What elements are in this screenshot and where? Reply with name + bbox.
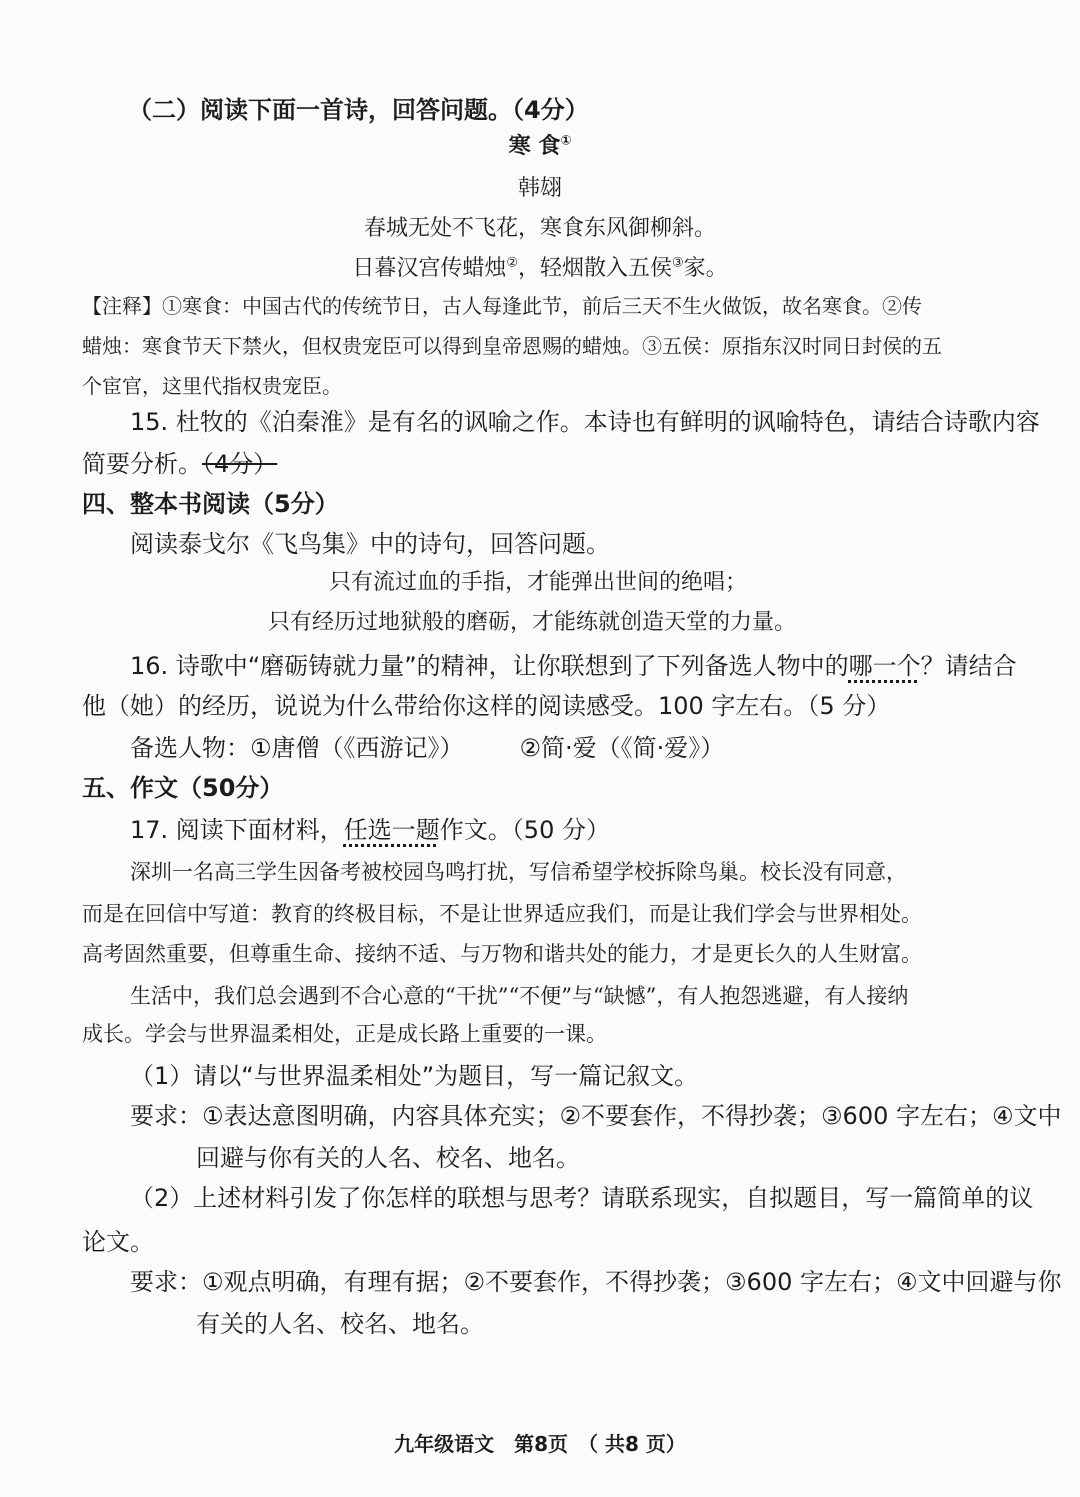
poem-line-1: 春城无处不飞花，寒食东风御柳斜。 (363, 216, 716, 241)
notes-line-3: 个宦官，这里代指权贵宠臣。 (82, 374, 342, 398)
notes-line-2: 蜡烛：寒食节天下禁火，但权贵宠臣可以得到皇帝恩赐的蜡烛。③五侯：原指东汉时同日封侯的五 (82, 334, 942, 358)
material-1-line-3: 高考固然重要，但尊重生命、接纳不适、与万物和谐共处的能力，才是更长久的人生财富。 (82, 942, 922, 966)
option-2-requirement-line-1: 要求：①观点明确，有理有据；②不要套作，不得抄袭；③600 字左右；④文中回避与你 (130, 1268, 1062, 1296)
candidate-1: ①唐僧（《西游记》） (250, 734, 464, 762)
material-1-line-2: 而是在回信中写道：教育的终极目标，不是让世界适应我们，而是让我们学会与世界相处。 (82, 902, 922, 926)
material-2-line-2: 成长。学会与世界温柔相处，正是成长路上重要的一课。 (82, 1022, 607, 1046)
section-four-intro: 阅读泰戈尔《飞鸟集》中的诗句，回答问题。 (130, 530, 610, 558)
page-footer: 九年级语文 第8页 （ 共8 页） (394, 1432, 686, 1456)
question-16-line-1: 16. 诗歌中“磨砺铸就力量”的精神，让你联想到了下列备选人物中的哪一个？请结合 (130, 652, 1017, 680)
material-2-line-1: 生活中，我们总会遇到不合心意的“干扰”“不便”与“缺憾”，有人抱怨逃避，有人接纳 (130, 984, 909, 1008)
candidates-label: 备选人物： (130, 734, 250, 762)
section-two-heading: （二）阅读下面一首诗，回答问题。（4分） (128, 96, 589, 124)
poem-author: 韩翃 (517, 176, 562, 201)
verse-line-2: 只有经历过地狱般的磨砺，才能练就创造天堂的力量。 (268, 610, 797, 635)
candidate-2: ②简·爱（《简·爱》） (519, 734, 725, 762)
poem-title: 寒 食① (508, 133, 572, 159)
verse-line-1: 只有流过血的手指，才能弹出世间的绝唱； (329, 570, 748, 595)
section-four-heading: 四、整本书阅读（5分） (82, 490, 339, 518)
question-17: 17. 阅读下面材料，任选一题作文。（50 分） (130, 816, 610, 844)
option-1-requirement-line-2: 回避与你有关的人名、校名、地名。 (196, 1144, 580, 1172)
question-15-line-2: 简要分析。（4分） (82, 450, 278, 478)
section-five-heading: 五、作文（50分） (82, 774, 284, 802)
option-2-line-1: （2）上述材料引发了你怎样的联想与思考？请联系现实，自拟题目，写一篇简单的议 (130, 1184, 1034, 1212)
option-2-requirement-line-2: 有关的人名、校名、地名。 (196, 1310, 484, 1338)
poem-line-2: 日暮汉宫传蜡烛②，轻烟散入五侯③家。 (352, 255, 728, 281)
option-1-requirement-line-1: 要求：①表达意图明确，内容具体充实；②不要套作，不得抄袭；③600 字左右；④文中 (130, 1102, 1062, 1130)
candidates-row (130, 736, 724, 760)
question-15-line-1: 15. 杜牧的《泊秦淮》是有名的讽喻之作。本诗也有鲜明的讽喻特色，请结合诗歌内容 (130, 408, 1040, 436)
question-16-line-2: 他（她）的经历，说说为什么带给你这样的阅读感受。100 字左右。（5 分） (82, 692, 891, 720)
option-1: （1）请以“与世界温柔相处”为题目，写一篇记叙文。 (130, 1062, 699, 1090)
notes-line-1: 【注释】①寒食：中国古代的传统节日，古人每逢此节，前后三天不生火做饭，故名寒食。②传 (82, 294, 922, 318)
material-1-line-1: 深圳一名高三学生因备考被校园鸟鸣打扰，写信希望学校拆除鸟巢。校长没有同意， (130, 860, 907, 884)
option-2-line-2: 论文。 (82, 1228, 154, 1256)
